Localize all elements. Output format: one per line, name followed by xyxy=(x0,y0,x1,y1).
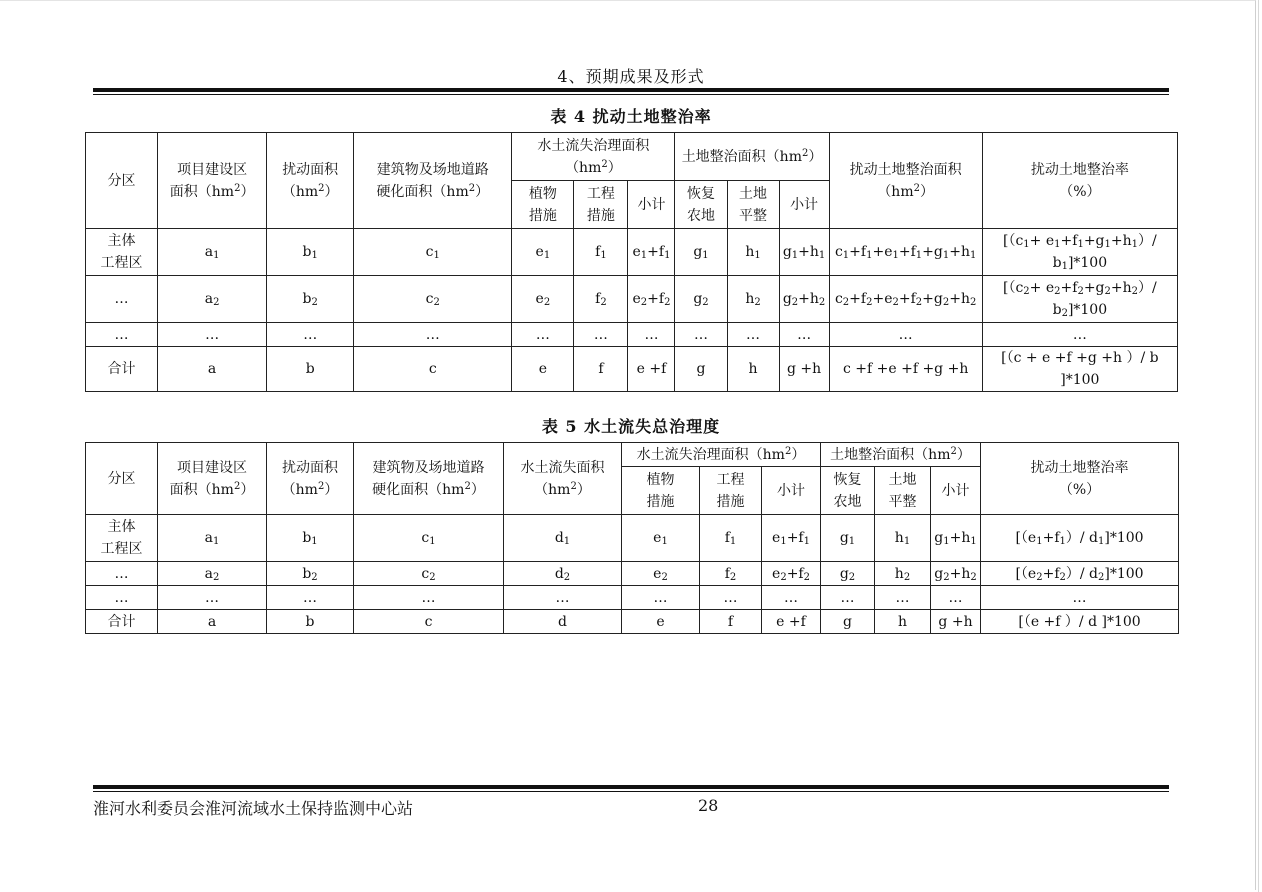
t4-col-zone: 分区 xyxy=(86,133,158,229)
t5-ellipsis: … xyxy=(267,586,354,610)
table-row xyxy=(86,515,1179,562)
t5-cell-rate: [$(e_1+f_1)/$ $d_1]*100$ xyxy=(981,515,1179,562)
t5-cell-c: $c_1$ xyxy=(354,515,504,562)
t5-cell-f: $f_1$ xyxy=(700,515,762,562)
t4-ellipsis: … xyxy=(354,323,512,347)
table5-total-row xyxy=(86,610,1179,634)
t5-cell-d: $d_2$ xyxy=(504,562,622,586)
t4-total-rate: [（c + e +f +g +h ）/ b ]*100 xyxy=(982,347,1177,392)
t4-cell-sum: $c_1+f_1+e_1+f_1+g_1+h_1$ xyxy=(829,229,982,276)
t4-ellipsis: … xyxy=(267,323,354,347)
t5-cell-ef: $e_1+f_1$ xyxy=(762,515,821,562)
t4-total-a: a xyxy=(158,347,267,392)
table4-header-row-1 xyxy=(86,133,1178,181)
table4 xyxy=(85,132,1178,392)
t5-col-rate: 扰动土地整治率 （%） xyxy=(981,443,1179,515)
t4-cell-f: $f_2$ xyxy=(574,276,628,323)
table-row xyxy=(86,562,1179,586)
t5-total-e: e xyxy=(622,610,700,634)
t4-col-subtotal-2: 小计 xyxy=(779,181,829,229)
t5-total-rate: [（e +f ）/ d ]*100 xyxy=(981,610,1179,634)
t4-col-eng: 工程 措施 xyxy=(574,181,628,229)
t4-cell-e: $e_2$ xyxy=(512,276,574,323)
t5-col-building: 建筑物及场地道路 硬化面积$(hm^2)$ xyxy=(354,443,504,515)
t5-cell-e: $e_2$ xyxy=(622,562,700,586)
t5-col-veg: 植物 措施 xyxy=(622,467,700,515)
t5-ellipsis: … xyxy=(762,586,821,610)
table-row xyxy=(86,229,1178,276)
t5-col-subtotal-1: 小计 xyxy=(762,467,821,515)
t5-total-ef: e +f xyxy=(762,610,821,634)
t5-total-d: d xyxy=(504,610,622,634)
t5-cell-zone: … xyxy=(86,562,158,586)
t4-cell-a: $a_1$ xyxy=(158,229,267,276)
t4-ellipsis: … xyxy=(829,323,982,347)
t4-col-rate: 扰动土地整治率 （%） xyxy=(982,133,1177,229)
table4-caption: 表 4 扰动土地整治率 xyxy=(550,107,712,126)
t4-col-dist-reg-area: 扰动土地整治面积 $(hm^2)$ xyxy=(829,133,982,229)
t5-ellipsis: … xyxy=(86,586,158,610)
t5-total-f: f xyxy=(700,610,762,634)
t4-cell-h: $h_2$ xyxy=(727,276,779,323)
t4-col-veg: 植物 措施 xyxy=(512,181,574,229)
t5-cell-a: $a_2$ xyxy=(158,562,267,586)
t4-total-h: h xyxy=(727,347,779,392)
t5-col-zone: 分区 xyxy=(86,443,158,515)
t4-col-subtotal-1: 小计 xyxy=(628,181,675,229)
t4-cell-b: $b_2$ xyxy=(267,276,354,323)
t4-col-water-loss: 水土流失治理面积 $(hm^2)$ xyxy=(512,133,675,181)
t4-cell-ef: $e_1+f_1$ xyxy=(628,229,675,276)
t4-cell-gh: $g_2+h_2$ xyxy=(779,276,829,323)
t4-ellipsis: … xyxy=(779,323,829,347)
t4-cell-gh: $g_1+h_1$ xyxy=(779,229,829,276)
t5-cell-gh: $g_2+h_2$ xyxy=(931,562,981,586)
t5-total-gh: g +h xyxy=(931,610,981,634)
t4-cell-f: $f_1$ xyxy=(574,229,628,276)
t4-total-sum: c +f +e +f +g +h xyxy=(829,347,982,392)
t5-ellipsis: … xyxy=(504,586,622,610)
t4-ellipsis: … xyxy=(86,323,158,347)
t5-cell-b: $b_1$ xyxy=(267,515,354,562)
t5-col-loss-area: 水土流失面积 $(hm^2)$ xyxy=(504,443,622,515)
t5-ellipsis: … xyxy=(821,586,875,610)
t5-total-c: c xyxy=(354,610,504,634)
t4-cell-ef: $e_2+f_2$ xyxy=(628,276,675,323)
t4-cell-rate: [$(c_2+ e_2+f_2+g_2+h_2)/$ $b_2]*100$ xyxy=(982,276,1177,323)
t5-col-land-reg: 土地整治面积$(hm^2)$ xyxy=(821,443,981,467)
t5-ellipsis: … xyxy=(158,586,267,610)
t5-cell-b: $b_2$ xyxy=(267,562,354,586)
t4-cell-g: $g_2$ xyxy=(675,276,727,323)
table5-caption: 表 5 水土流失总治理度 xyxy=(541,417,721,436)
t4-cell-zone: … xyxy=(86,276,158,323)
table4-total-row xyxy=(86,347,1178,392)
t5-col-reclaim: 恢复 农地 xyxy=(821,467,875,515)
t5-ellipsis: … xyxy=(931,586,981,610)
t4-total-f: f xyxy=(574,347,628,392)
t5-col-water-loss: 水土流失治理面积$(hm^2)$ xyxy=(622,443,821,467)
t5-total-label: 合计 xyxy=(86,610,158,634)
footer-organization: 淮河水利委员会淮河流域水土保持监测中心站 xyxy=(93,799,414,818)
t5-col-subtotal-2: 小计 xyxy=(931,467,981,515)
t5-ellipsis: … xyxy=(981,586,1179,610)
t5-cell-ef: $e_2+f_2$ xyxy=(762,562,821,586)
t5-cell-gh: $g_1+h_1$ xyxy=(931,515,981,562)
t4-col-reclaim: 恢复 农地 xyxy=(675,181,727,229)
page-edge-rule xyxy=(1258,0,1259,892)
table-row xyxy=(86,586,1179,610)
table5-header-row-1 xyxy=(86,443,1179,467)
t5-cell-g: $g_2$ xyxy=(821,562,875,586)
table-row xyxy=(86,276,1178,323)
t4-ellipsis: … xyxy=(574,323,628,347)
t5-ellipsis: … xyxy=(875,586,931,610)
t4-cell-b: $b_1$ xyxy=(267,229,354,276)
t5-col-area: 项目建设区 面积$(hm^2)$ xyxy=(158,443,267,515)
t4-col-disturbed: 扰动面积 $(hm^2)$ xyxy=(267,133,354,229)
t4-ellipsis: … xyxy=(727,323,779,347)
t5-cell-h: $h_1$ xyxy=(875,515,931,562)
footer-rule xyxy=(93,785,1169,792)
t4-total-label: 合计 xyxy=(86,347,158,392)
t5-cell-f: $f_2$ xyxy=(700,562,762,586)
t4-cell-zone: 主体 工程区 xyxy=(86,229,158,276)
t4-ellipsis: … xyxy=(628,323,675,347)
t4-total-g: g xyxy=(675,347,727,392)
t5-cell-g: $g_1$ xyxy=(821,515,875,562)
t4-ellipsis: … xyxy=(982,323,1177,347)
t4-col-flatten: 土地 平整 xyxy=(727,181,779,229)
t5-ellipsis: … xyxy=(700,586,762,610)
t4-col-area: 项目建设区 面积$(hm^2)$ xyxy=(158,133,267,229)
header-rule xyxy=(93,88,1169,95)
t5-total-b: b xyxy=(267,610,354,634)
t5-ellipsis: … xyxy=(622,586,700,610)
t5-cell-c: $c_2$ xyxy=(354,562,504,586)
t4-total-c: c xyxy=(354,347,512,392)
t4-ellipsis: … xyxy=(158,323,267,347)
table-row xyxy=(86,323,1178,347)
t5-total-g: g xyxy=(821,610,875,634)
chapter-header: 4、预期成果及形式 xyxy=(557,67,705,86)
table5 xyxy=(85,442,1179,634)
t4-col-building: 建筑物及场地道路 硬化面积$(hm^2)$ xyxy=(354,133,512,229)
t4-ellipsis: … xyxy=(512,323,574,347)
t5-cell-d: $d_1$ xyxy=(504,515,622,562)
t4-total-ef: e +f xyxy=(628,347,675,392)
t5-cell-e: $e_1$ xyxy=(622,515,700,562)
t5-total-h: h xyxy=(875,610,931,634)
t4-cell-a: $a_2$ xyxy=(158,276,267,323)
t4-cell-c: $c_1$ xyxy=(354,229,512,276)
t4-total-b: b xyxy=(267,347,354,392)
t5-ellipsis: … xyxy=(354,586,504,610)
t5-col-disturbed: 扰动面积 $(hm^2)$ xyxy=(267,443,354,515)
t4-cell-h: $h_1$ xyxy=(727,229,779,276)
t4-ellipsis: … xyxy=(675,323,727,347)
t4-total-gh: g +h xyxy=(779,347,829,392)
t4-cell-rate: [$(c_1+ e_1+f_1+g_1+h_1)/$ $b_1]*100$ xyxy=(982,229,1177,276)
t4-col-land-reg: 土地整治面积$(hm^2)$ xyxy=(675,133,829,181)
t5-col-flatten: 土地 平整 xyxy=(875,467,931,515)
t4-cell-c: $c_2$ xyxy=(354,276,512,323)
t5-col-eng: 工程 措施 xyxy=(700,467,762,515)
t5-cell-h: $h_2$ xyxy=(875,562,931,586)
t5-cell-a: $a_1$ xyxy=(158,515,267,562)
page-number: 28 xyxy=(698,796,719,815)
t4-cell-g: $g_1$ xyxy=(675,229,727,276)
t5-total-a: a xyxy=(158,610,267,634)
t5-cell-rate: [$(e_2+f_2)/$ $d_2]*100$ xyxy=(981,562,1179,586)
t5-cell-zone: 主体 工程区 xyxy=(86,515,158,562)
t4-cell-e: $e_1$ xyxy=(512,229,574,276)
t4-total-e: e xyxy=(512,347,574,392)
t4-cell-sum: $c_2+f_2+e_2+f_2+g_2+h_2$ xyxy=(829,276,982,323)
